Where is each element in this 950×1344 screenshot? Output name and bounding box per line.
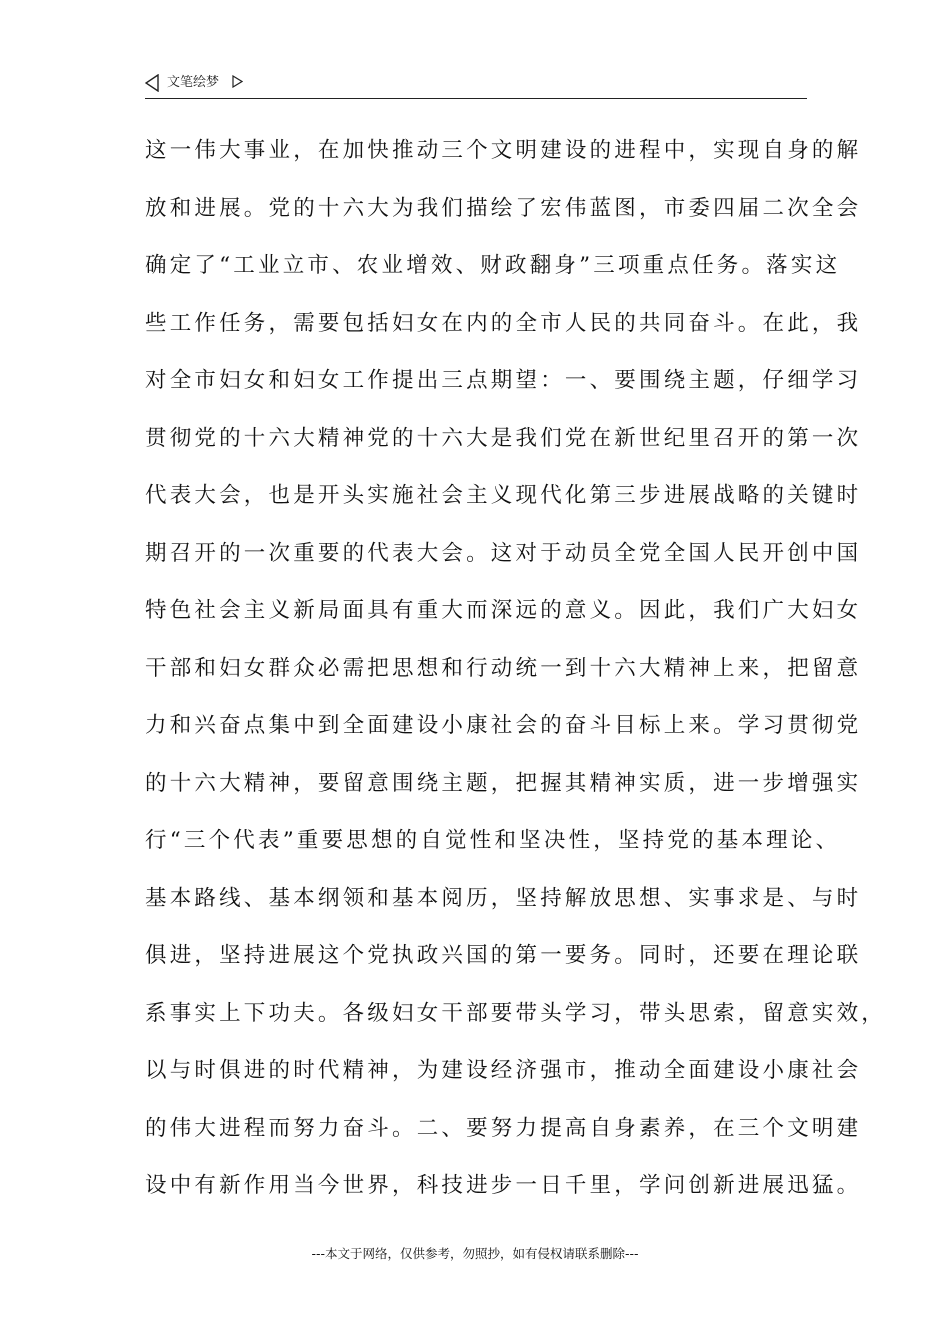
text-line: 这一伟大事业，在加快推动三个文明建设的进程中，实现自身的解: [145, 138, 862, 163]
text-line: 力和兴奋点集中到全面建设小康社会的奋斗目标上来。学习贯彻党: [145, 713, 862, 738]
header-title: 文笔绘梦: [167, 75, 220, 90]
triangle-right-outline-icon: [232, 73, 243, 86]
text-line: 期召开的一次重要的代表大会。这对于动员全党全国人民开创中国: [145, 540, 862, 566]
text-line: 确定了“工业立市、农业增效、财政翻身”三项重点任务。落实这: [145, 253, 841, 278]
text-line: 贯彻党的十六大精神党的十六大是我们党在新世纪里召开的第一次: [145, 425, 862, 451]
text-line: 基本路线、基本纲领和基本阅历，坚持解放思想、实事求是、与时: [145, 885, 862, 911]
text-line: 特色社会主义新局面具有重大而深远的意义。因此，我们广大妇女: [145, 598, 862, 623]
page-header: [145, 70, 807, 99]
text-line: 干部和妇女群众必需把思想和行动统一到十六大精神上来，把留意: [145, 655, 862, 681]
text-line: 的十六大精神，要留意围绕主题，把握其精神实质，进一步增强实: [145, 770, 862, 796]
text-line: 放和进展。党的十六大为我们描绘了宏伟蓝图，市委四届二次全会: [145, 195, 862, 221]
text-line: 系事实上下功夫。各级妇女干部要带头学习，带头思索，留意实效，: [145, 1000, 887, 1026]
text-line: 俱进，坚持进展这个党执政兴国的第一要务。同时，还要在理论联: [145, 943, 862, 968]
document-body: [145, 131, 887, 1224]
text-line: 以与时俱进的时代精神，为建设经济强市，推动全面建设小康社会: [145, 1058, 862, 1083]
text-line: 对全市妇女和妇女工作提出三点期望：一、要围绕主题，仔细学习: [145, 368, 862, 393]
text-line: 些工作任务，需要包括妇女在内的全市人民的共同奋斗。在此，我: [145, 310, 862, 336]
triangle-left-outline-icon: [145, 74, 159, 92]
text-line: 代表大会，也是开头实施社会主义现代化第三步进展战略的关键时: [145, 483, 862, 508]
text-line: 的伟大进程而努力奋斗。二、要努力提高自身素养，在三个文明建: [145, 1115, 862, 1141]
text-line: 行“三个代表”重要思想的自觉性和坚决性，坚持党的基本理论、: [145, 828, 841, 853]
page-footer: ---本文于网络，仅供参考，勿照抄，如有侵权请联系删除---: [311, 1246, 639, 1261]
text-line: 设中有新作用当今世界，科技进步一日千里，学问创新进展迅猛。: [145, 1173, 862, 1198]
